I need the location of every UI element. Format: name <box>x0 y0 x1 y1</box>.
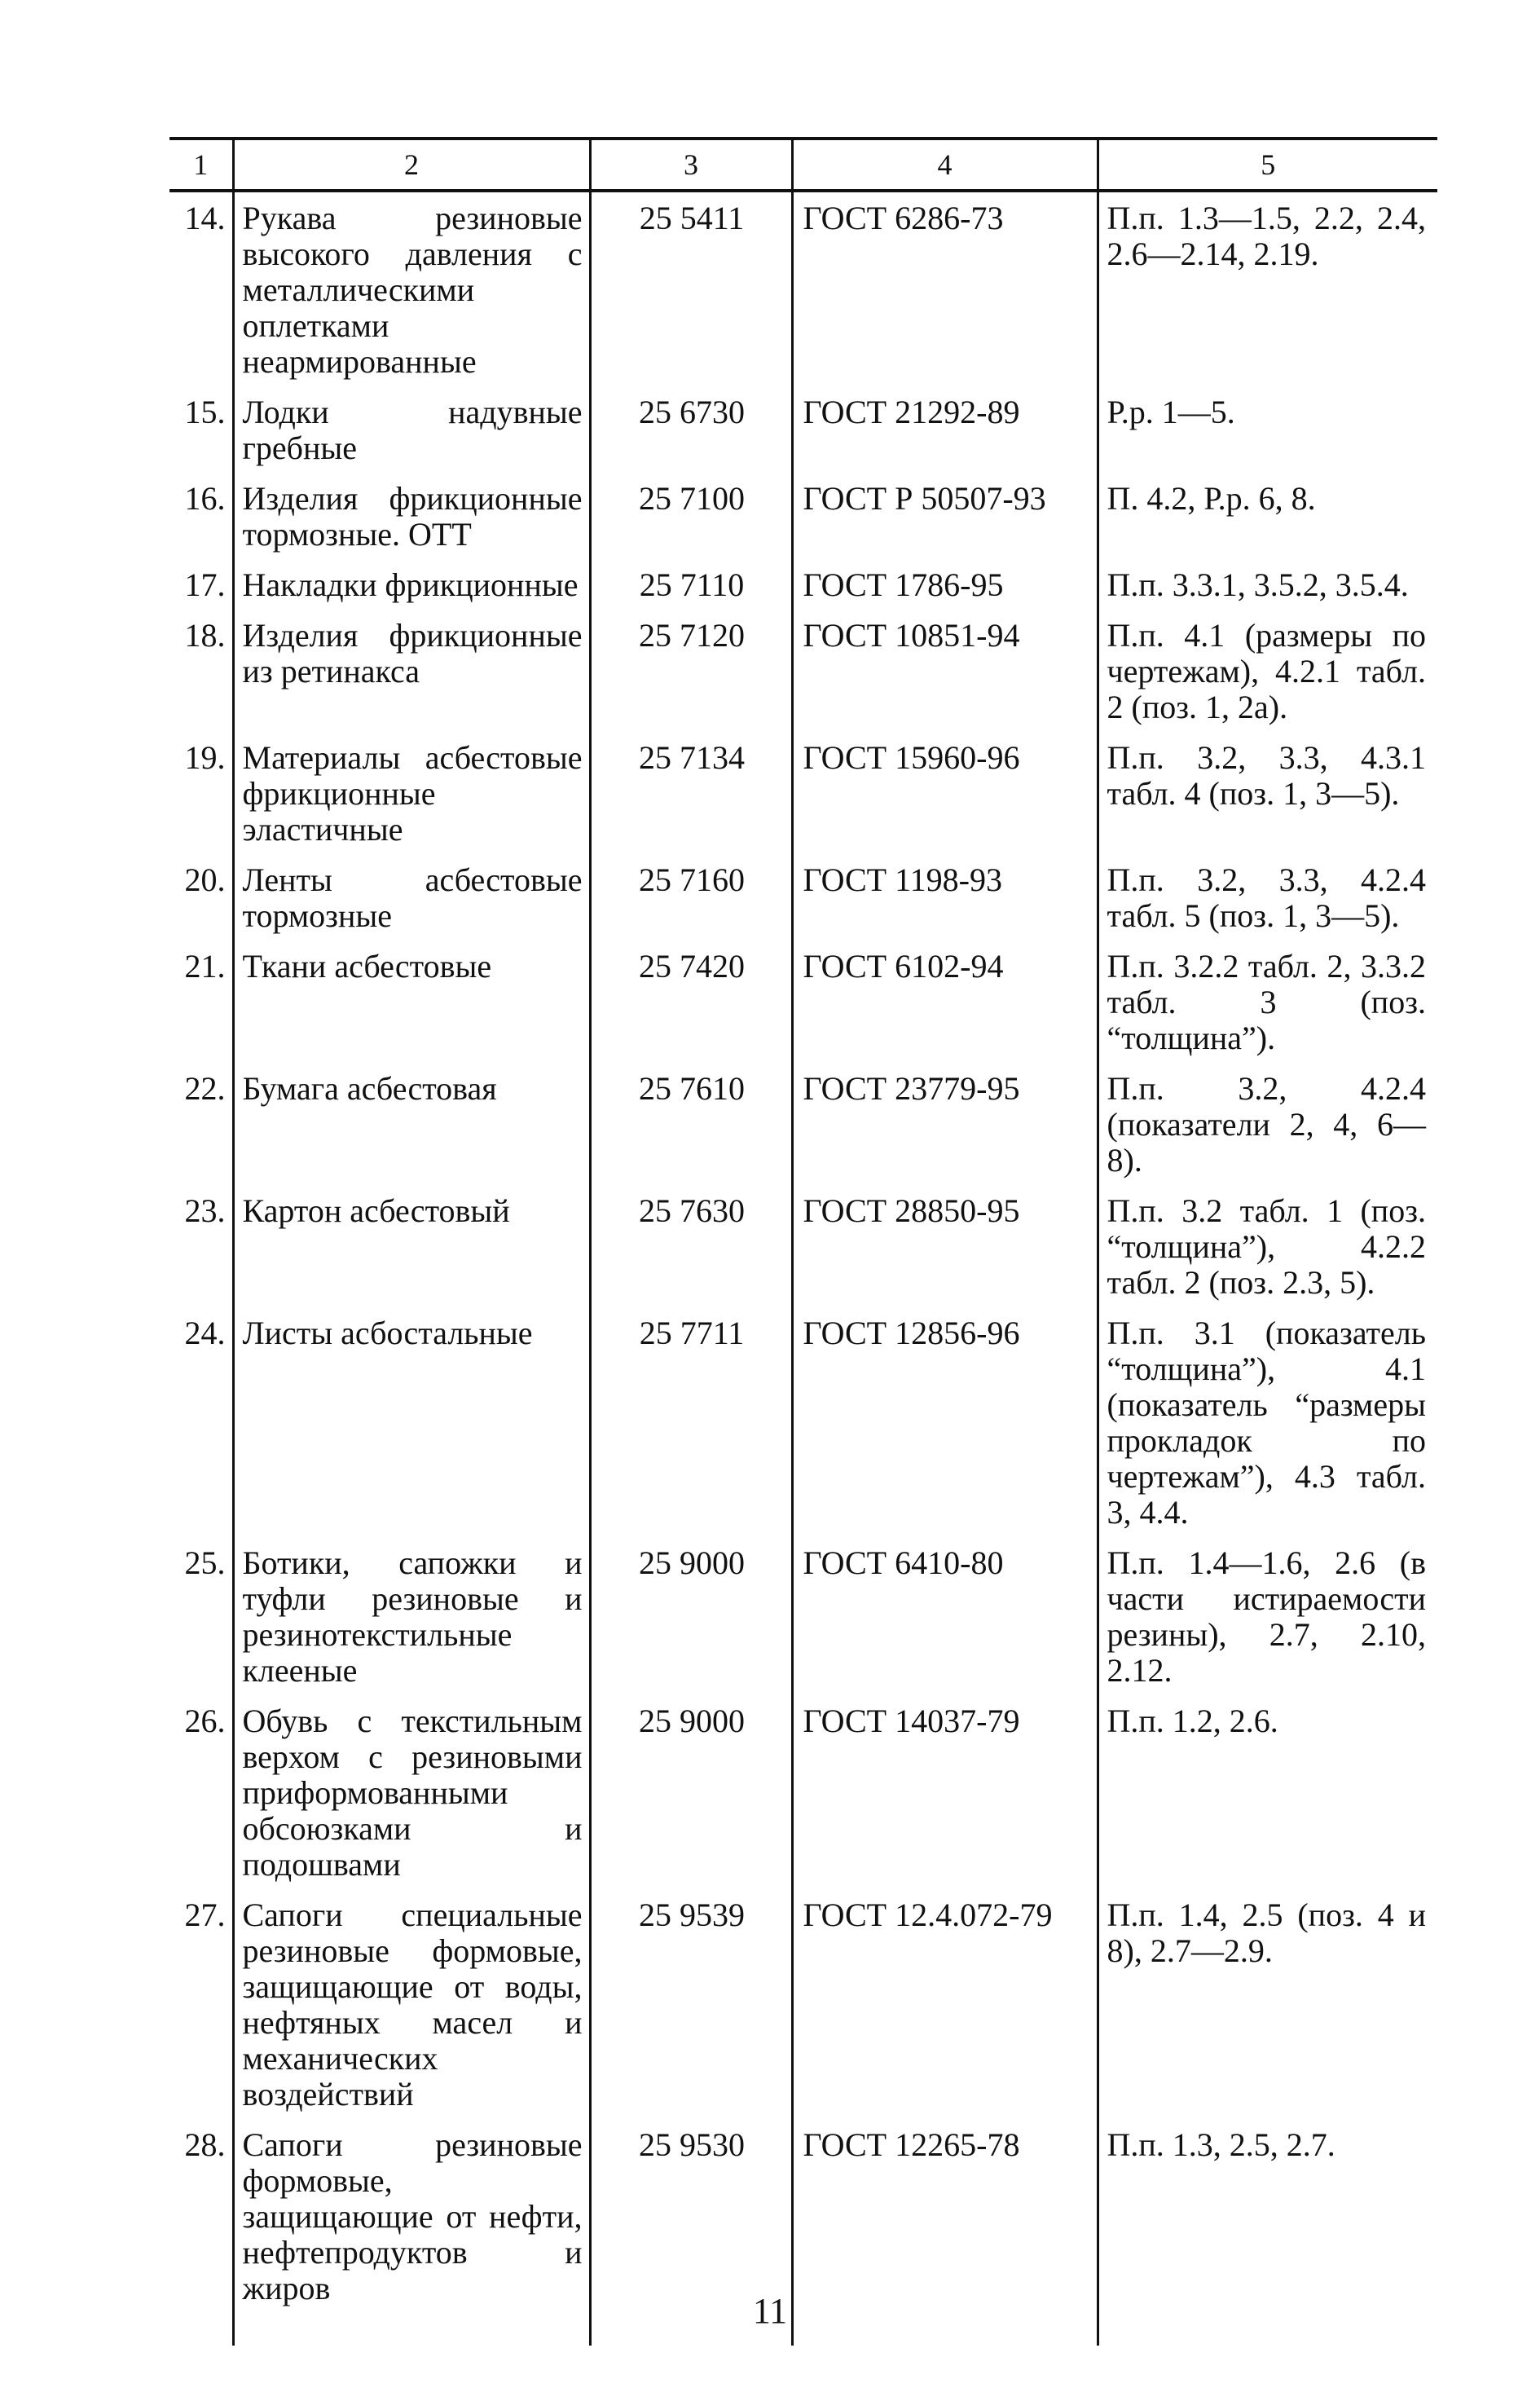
clause-references: П.п. 3.1 (показатель “толщина”), 4.1 (показатель “размеры прокладок по чертежам”), 4.3 табл. 3, 4.4. <box>1098 1307 1437 1537</box>
okp-code: 25 7100 <box>590 473 792 559</box>
product-name: Ткани асбестовые <box>233 941 590 1063</box>
row-number: 19. <box>184 739 226 776</box>
table-row <box>169 1185 1437 1307</box>
column-header-3: 3 <box>590 139 792 191</box>
product-name: Изделия фрикционные тормозные. ОТТ <box>233 473 590 559</box>
clause-references: П.п. 1.3—1.5, 2.2, 2.4, 2.6—2.14, 2.19. <box>1098 191 1437 386</box>
table-row <box>169 732 1437 854</box>
okp-code: 25 7160 <box>590 854 792 941</box>
row-number: 21. <box>184 948 226 985</box>
product-name: Сапоги специальные резиновые формовые, защищающие от воды, нефтяных масел и механических воздействий <box>233 1889 590 2119</box>
clause-references: П.п. 1.4—1.6, 2.6 (в части истираемости резины), 2.7, 2.10, 2.12. <box>1098 1537 1437 1695</box>
product-name: Ленты асбестовые тормозные <box>233 854 590 941</box>
okp-code: 25 7110 <box>590 559 792 610</box>
column-header-4: 4 <box>792 139 1098 191</box>
okp-code: 25 9000 <box>590 1695 792 1889</box>
product-name: Лодки надувные гребные <box>233 386 590 473</box>
standard-designation: ГОСТ 28850-95 <box>792 1185 1098 1307</box>
row-number: 28. <box>184 2126 226 2163</box>
table-row <box>169 1307 1437 1537</box>
clause-references: П.п. 1.2, 2.6. <box>1098 1695 1437 1889</box>
standard-designation: ГОСТ 12265-78 <box>792 2119 1098 2313</box>
table-row <box>169 1889 1437 2119</box>
row-number: 22. <box>184 1070 226 1107</box>
clause-references: П.п. 3.2 табл. 1 (поз. “толщина”), 4.2.2 табл. 2 (поз. 2.3, 5). <box>1098 1185 1437 1307</box>
clause-references: П.п. 4.1 (размеры по чертежам), 4.2.1 табл. 2 (поз. 1, 2а). <box>1098 610 1437 732</box>
table-body <box>169 191 1437 2346</box>
product-name: Листы асбостальные <box>233 1307 590 1537</box>
okp-code: 25 7711 <box>590 1307 792 1537</box>
product-name: Ботики, сапожки и туфли резиновые и резинотекстильные клееные <box>233 1537 590 1695</box>
standard-designation: ГОСТ 1198-93 <box>792 854 1098 941</box>
table-row <box>169 941 1437 1063</box>
product-name: Материалы асбестовые фрикционные эластичные <box>233 732 590 854</box>
clause-references: П.п. 3.3.1, 3.5.2, 3.5.4. <box>1098 559 1437 610</box>
column-header-5: 5 <box>1098 139 1437 191</box>
standard-designation: ГОСТ 6410-80 <box>792 1537 1098 1695</box>
clause-references: П.п. 3.2, 3.3, 4.2.4 табл. 5 (поз. 1, 3—5). <box>1098 854 1437 941</box>
clause-references: П.п. 1.3, 2.5, 2.7. <box>1098 2119 1437 2313</box>
product-name: Изделия фрикционные из ретинакса <box>233 610 590 732</box>
standard-designation: ГОСТ 14037-79 <box>792 1695 1098 1889</box>
okp-code: 25 5411 <box>590 191 792 386</box>
standard-designation: ГОСТ 10851-94 <box>792 610 1098 732</box>
product-name: Бумага асбестовая <box>233 1063 590 1185</box>
standards-table <box>169 137 1437 2346</box>
column-header-1: 1 <box>169 139 233 191</box>
row-number: 16. <box>184 480 226 517</box>
okp-code: 25 7420 <box>590 941 792 1063</box>
table-row <box>169 386 1437 473</box>
product-name: Картон асбестовый <box>233 1185 590 1307</box>
table-header <box>169 139 1437 191</box>
row-number: 26. <box>184 1703 226 1739</box>
okp-code: 25 7120 <box>590 610 792 732</box>
clause-references: П.п. 1.4, 2.5 (поз. 4 и 8), 2.7—2.9. <box>1098 1889 1437 2119</box>
row-number: 27. <box>184 1897 226 1933</box>
okp-code: 25 7630 <box>590 1185 792 1307</box>
product-name: Обувь с текстильным верхом с резиновыми приформованными обсоюзками и подошвами <box>233 1695 590 1889</box>
standard-designation: ГОСТ 6286-73 <box>792 191 1098 386</box>
standard-designation: ГОСТ 23779-95 <box>792 1063 1098 1185</box>
clause-references: П.п. 3.2.2 табл. 2, 3.3.2 табл. 3 (поз. “толщина”). <box>1098 941 1437 1063</box>
table-row <box>169 854 1437 941</box>
row-number: 15. <box>184 394 226 430</box>
column-header-2: 2 <box>233 139 590 191</box>
standard-designation: ГОСТ 21292-89 <box>792 386 1098 473</box>
product-name: Рукава резиновые высокого давления с металлическими оплетками неармированные <box>233 191 590 386</box>
row-number: 24. <box>184 1315 226 1351</box>
table-row <box>169 559 1437 610</box>
okp-code: 25 9539 <box>590 1889 792 2119</box>
table-row <box>169 191 1437 386</box>
clause-references: П.п. 3.2, 3.3, 4.3.1 табл. 4 (поз. 1, 3—5). <box>1098 732 1437 854</box>
clause-references: П. 4.2, Р.р. 6, 8. <box>1098 473 1437 559</box>
table-row <box>169 473 1437 559</box>
header-row <box>169 139 1437 191</box>
clause-references: Р.р. 1—5. <box>1098 386 1437 473</box>
row-number: 25. <box>184 1544 226 1581</box>
page-number: 11 <box>752 2291 788 2331</box>
table-row <box>169 1063 1437 1185</box>
row-number: 20. <box>184 861 226 898</box>
table-row <box>169 1695 1437 1889</box>
standard-designation: ГОСТ 12.4.072-79 <box>792 1889 1098 2119</box>
okp-code: 25 7134 <box>590 732 792 854</box>
product-name: Сапоги резиновые формовые, защищающие от нефти, нефтепродуктов и жиров <box>233 2119 590 2313</box>
table-row <box>169 1537 1437 1695</box>
table-row <box>169 610 1437 732</box>
row-number: 18. <box>184 617 226 654</box>
standard-designation: ГОСТ Р 50507-93 <box>792 473 1098 559</box>
standard-designation: ГОСТ 12856-96 <box>792 1307 1098 1537</box>
standard-designation: ГОСТ 15960-96 <box>792 732 1098 854</box>
standard-designation: ГОСТ 6102-94 <box>792 941 1098 1063</box>
row-number: 23. <box>184 1192 226 1229</box>
okp-code: 25 9530 <box>590 2119 792 2313</box>
clause-references: П.п. 3.2, 4.2.4 (показатели 2, 4, 6—8). <box>1098 1063 1437 1185</box>
row-number: 14. <box>184 200 226 236</box>
product-name: Накладки фрикционные <box>233 559 590 610</box>
standard-designation: ГОСТ 1786-95 <box>792 559 1098 610</box>
table-row <box>169 2119 1437 2313</box>
okp-code: 25 7610 <box>590 1063 792 1185</box>
okp-code: 25 9000 <box>590 1537 792 1695</box>
row-number: 17. <box>184 566 226 603</box>
okp-code: 25 6730 <box>590 386 792 473</box>
